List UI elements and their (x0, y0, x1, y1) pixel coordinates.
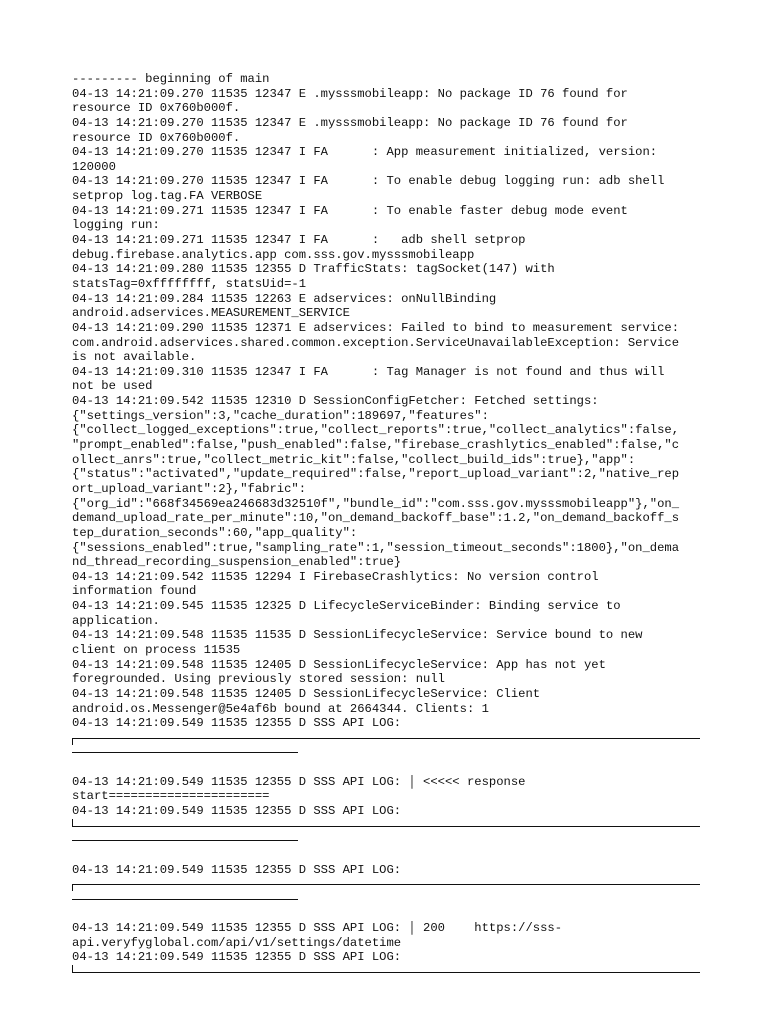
log-line: information found (72, 584, 197, 599)
horizontal-rule (72, 840, 298, 841)
log-line: resource ID 0x760b000f. (72, 101, 241, 116)
blank-line (72, 907, 700, 922)
blank-line (72, 848, 700, 863)
log-line: {"settings_version":3,"cache_duration":189697,"features": (72, 408, 489, 423)
log-line: logging run: (72, 218, 160, 233)
log-line: {"org_id":"668f34569ea246683d32510f","bundle_id":"com.sss.gov.mysssmobileapp"},"on_ (72, 496, 680, 511)
log-line: 04-13 14:21:09.271 11535 12347 I FA : To enable faster debug mode event (72, 203, 628, 218)
log-line: 04-13 14:21:09.270 11535 12347 I FA : App measurement initialized, version: (72, 145, 658, 160)
log-line: start====================== (72, 789, 270, 804)
horizontal-rule (72, 972, 700, 973)
log-line: 04-13 14:21:09.548 11535 12405 D SessionLifecycleService: Client (72, 686, 541, 701)
log-line: 04-13 14:21:09.549 11535 12355 D SSS API LOG: (72, 804, 402, 819)
log-line: 04-13 14:21:09.270 11535 12347 I FA : To enable debug logging run: adb shell (72, 174, 665, 189)
log-line: 04-13 14:21:09.549 11535 12355 D SSS API LOG: (72, 716, 402, 731)
box-border-line (72, 819, 700, 834)
log-line: {"collect_logged_exceptions":true,"collect_reports":true,"collect_analytics":false, (72, 423, 680, 438)
log-line: "prompt_enabled":false,"push_enabled":false,"firebase_crashlytics_enabled":false,"c (72, 438, 680, 453)
box-top-left-corner (72, 884, 73, 891)
log-line: demand_upload_rate_per_minute":10,"on_demand_backoff_base":1.2,"on_demand_backoff_s (72, 511, 680, 526)
log-line: tep_duration_seconds":60,"app_quality": (72, 525, 358, 540)
log-line: {"status":"activated","update_required":false,"report_upload_variant":2,"native_rep (72, 467, 680, 482)
horizontal-rule (72, 738, 700, 739)
horizontal-rule (72, 899, 298, 900)
log-line: 04-13 14:21:09.548 11535 11535 D SessionLifecycleService: Service bound to new (72, 628, 643, 643)
log-line: 04-13 14:21:09.310 11535 12347 I FA : Tag Manager is not found and thus will (72, 364, 665, 379)
box-top-left-corner (72, 738, 73, 745)
log-line: application. (72, 613, 160, 628)
log-line: 04-13 14:21:09.549 11535 12355 D SSS API LOG: │ <<<<< response (72, 774, 526, 789)
log-line: 04-13 14:21:09.549 11535 12355 D SSS API LOG: (72, 950, 402, 965)
log-line: --------- beginning of main (72, 72, 270, 86)
log-line: {"sessions_enabled":true,"sampling_rate":1,"session_timeout_seconds":1800},"on_dema (72, 540, 680, 555)
log-line: 04-13 14:21:09.542 11535 12310 D SessionConfigFetcher: Fetched settings: (72, 394, 599, 409)
log-line: not be used (72, 379, 153, 394)
box-border-line (72, 965, 700, 980)
log-line: 120000 (72, 159, 116, 174)
log-line: ollect_anrs":true,"collect_metric_kit":false,"collect_build_ids":true},"app": (72, 452, 636, 467)
log-line: debug.firebase.analytics.app com.sss.gov.mysssmobileapp (72, 247, 475, 262)
horizontal-rule (72, 752, 298, 753)
log-document (72, 72, 700, 980)
log-line: ort_upload_variant":2},"fabric": (72, 481, 307, 496)
log-line: setprop log.tag.FA VERBOSE (72, 189, 263, 204)
box-border-line (72, 745, 700, 760)
log-line: 04-13 14:21:09.270 11535 12347 E .mysssmobileapp: No package ID 76 found for (72, 86, 628, 101)
horizontal-rule (72, 884, 700, 885)
log-line: 04-13 14:21:09.284 11535 12263 E adservices: onNullBinding (72, 291, 497, 306)
log-line: nd_thread_recording_suspension_enabled":true} (72, 555, 402, 570)
box-bottom-left-corner (72, 965, 73, 972)
log-line: android.adservices.MEASUREMENT_SERVICE (72, 306, 350, 321)
log-line: 04-13 14:21:09.280 11535 12355 D TrafficStats: tagSocket(147) with (72, 262, 555, 277)
log-line: 04-13 14:21:09.549 11535 12355 D SSS API LOG: (72, 862, 402, 877)
box-border-line (72, 877, 700, 892)
log-line: statsTag=0xffffffff, statsUid=-1 (72, 276, 307, 291)
log-line: is not available. (72, 350, 197, 365)
box-border-line (72, 833, 700, 848)
log-line: resource ID 0x760b000f. (72, 130, 241, 145)
box-bottom-left-corner (72, 819, 73, 826)
log-line: api.veryfyglobal.com/api/v1/settings/datetime (72, 935, 402, 950)
log-line: 04-13 14:21:09.545 11535 12325 D LifecycleServiceBinder: Binding service to (72, 599, 621, 614)
log-line: 04-13 14:21:09.290 11535 12371 E adservices: Failed to bind to measurement service: (72, 320, 680, 335)
log-line: android.os.Messenger@5e4af6b bound at 2664344. Clients: 1 (72, 701, 489, 716)
blank-line (72, 760, 700, 775)
log-line: 04-13 14:21:09.271 11535 12347 I FA : adb shell setprop (72, 233, 526, 248)
log-line: 04-13 14:21:09.549 11535 12355 D SSS API LOG: │ 200 https://sss- (72, 921, 563, 936)
box-border-line (72, 892, 700, 907)
log-line: client on process 11535 (72, 642, 241, 657)
log-line: com.android.adservices.shared.common.exception.ServiceUnavailableException: Service (72, 335, 680, 350)
log-line: 04-13 14:21:09.542 11535 12294 I FirebaseCrashlytics: No version control (72, 569, 599, 584)
horizontal-rule (72, 826, 700, 827)
log-line: 04-13 14:21:09.270 11535 12347 E .mysssmobileapp: No package ID 76 found for (72, 115, 628, 130)
log-line: 04-13 14:21:09.548 11535 12405 D SessionLifecycleService: App has not yet (72, 657, 606, 672)
box-border-line (72, 731, 700, 746)
log-line: foregrounded. Using previously stored session: null (72, 672, 445, 687)
